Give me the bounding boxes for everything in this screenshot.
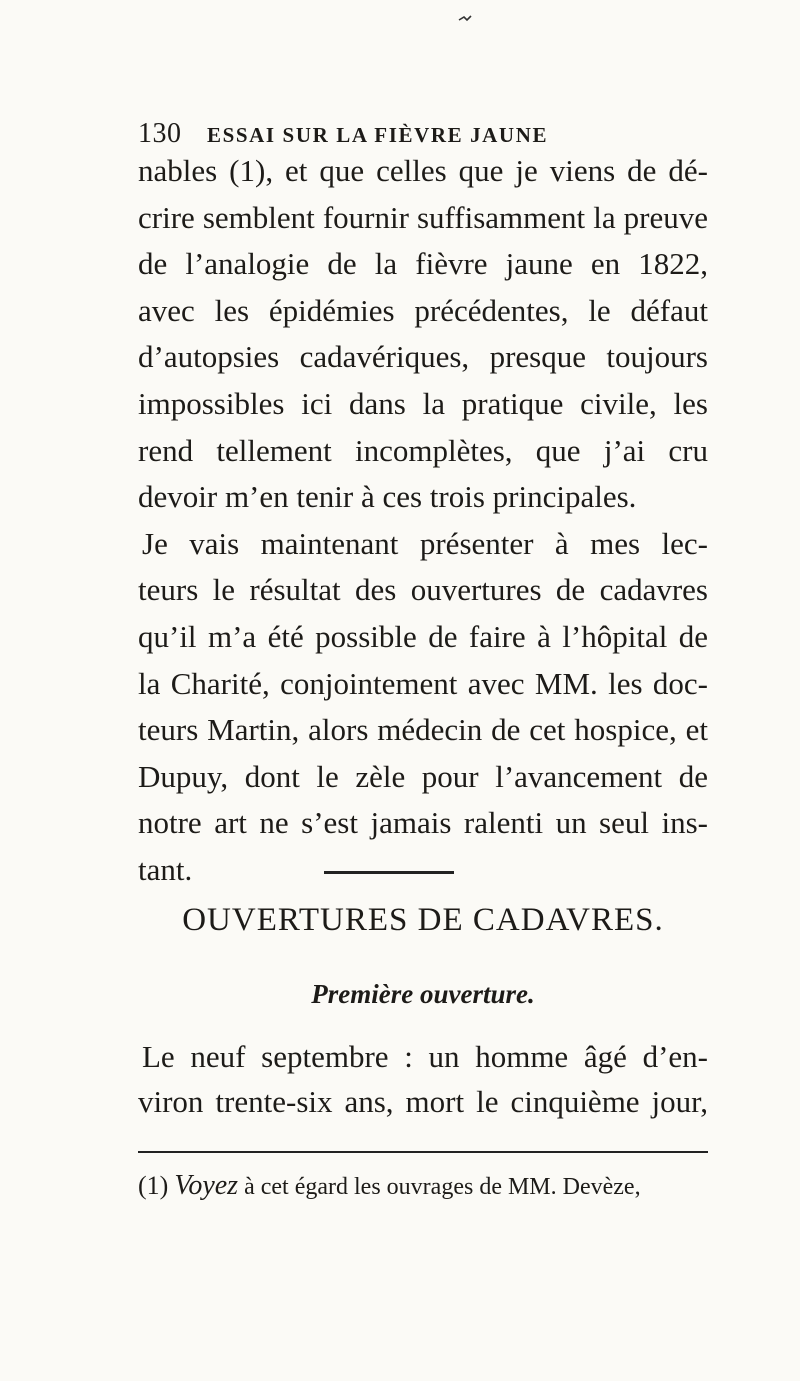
running-title: ESSAI SUR LA FIÈVRE JAUNE [207,123,549,147]
paragraph-2 [138,1034,708,1124]
footnote-marker: (1) [138,1171,169,1200]
running-header [138,118,698,150]
text-line: viron trente-six ans, mort le cinquième jour, [138,1084,708,1119]
text-line: teurs le résultat des ouvertures de cadavres [138,572,708,608]
text-line: nables (1), et que celles que je viens de dé- [138,153,708,188]
section-divider [324,871,454,874]
text-line: notre art ne s’est jamais ralenti un seul ins- [138,805,708,841]
paragraph-1 [138,148,708,894]
text-line: Je vais maintenant présenter à mes lec- [142,525,708,561]
text-line: la Charité, conjointement avec MM. les doc- [138,665,708,701]
section-subtitle: Première ouverture. [311,979,535,1009]
text-line: teurs Martin, alors médecin de cet hospice, et [138,712,708,748]
page-number: 130 [138,118,182,149]
footnote [138,1169,713,1204]
text-line: Le neuf septembre : un homme âgé d’en- [142,1039,708,1074]
text-line: qu’il m’a été possible de faire à l’hôpital de [138,618,708,654]
text-line: Dupuy, dont le zèle pour l’avancement de [138,758,708,794]
text-line: de l’analogie de la fièvre jaune en 1822, [138,246,708,282]
text-line: devoir m’en tenir à ces trois principales. [138,479,637,515]
printer-mark [458,14,472,24]
footnote-lead: Voyez [174,1170,239,1201]
footnote-text: à cet égard les ouvrages de MM. Devèze, [244,1174,641,1200]
text-line: tant. [138,851,193,887]
text-line: d’autopsies cadavériques, presque toujours [138,339,708,375]
footnote-rule [138,1151,708,1153]
text-line: impossibles ici dans la pratique civile, les [138,385,708,421]
text-line: avec les épidémies précédentes, le défaut [138,292,708,328]
text-line: rend tellement incomplètes, que j’ai cru [138,432,708,468]
text-line: crire semblent fournir suffisamment la preuve [138,199,708,235]
section-title: OUVERTURES DE CADAVRES. [182,902,664,938]
